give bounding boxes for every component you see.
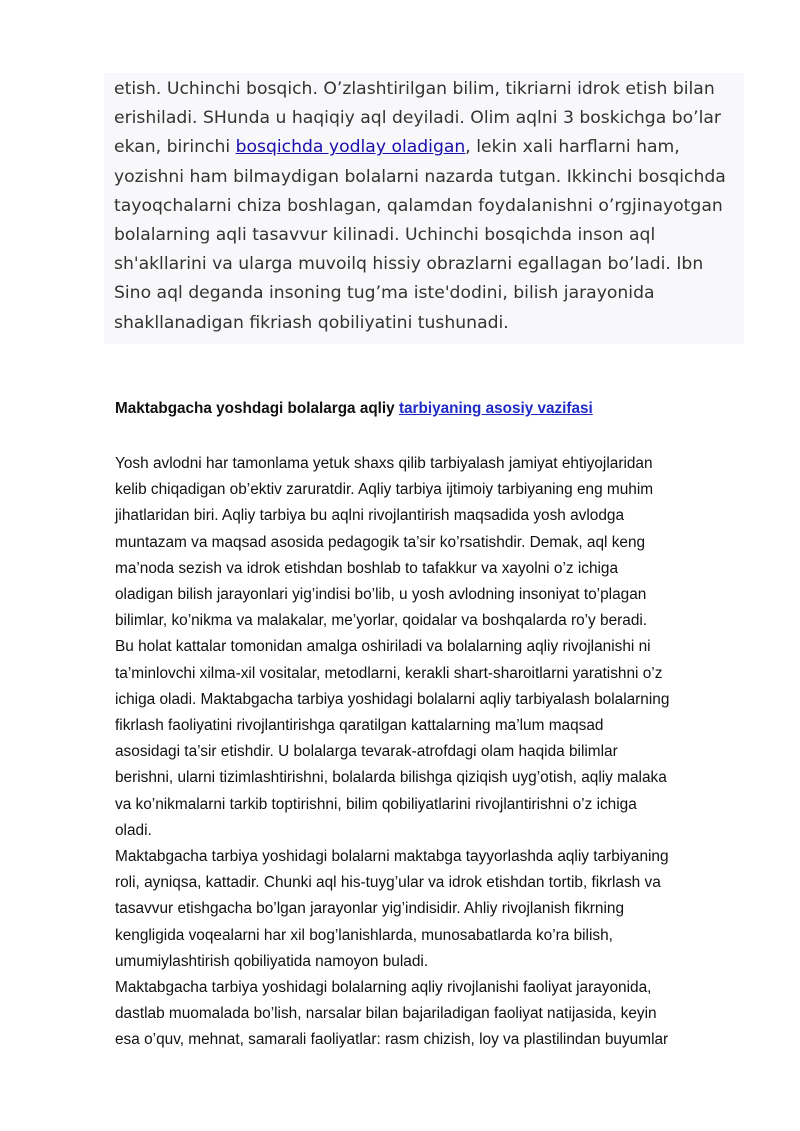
bosqichda-link[interactable]: bosqichda yodlay oladigan: [235, 137, 466, 158]
text-line: Maktabgacha tarbiya yoshidagi bolalarning aqliy rivojlanishi faoliyat jarayonida,: [115, 979, 652, 997]
body-text: [115, 451, 775, 1054]
text-line: yozishni ham bilmaydigan bolalarni nazarda tutgan. Ikkinchi bosqichda: [114, 166, 726, 187]
text-line: Maktabgacha tarbiya yoshidagi bolalarni maktabga tayyorlashda aqliy tarbiyaning: [115, 848, 669, 866]
text-line: ichiga oladi. Maktabgacha tarbiya yoshidagi bolalarni aqliy tarbiyalash bolalarning: [115, 690, 670, 708]
text-line: esa o’quv, mehnat, samarali faoliyatlar: rasm chizish, loy va plastilindan buyumlar: [115, 1031, 669, 1049]
text-line: jihatlaridan biri. Aqliy tarbiya bu aqlni rivojlantirish maqsadida yosh avlodga: [115, 507, 625, 525]
text-line: bilimlar, ko’nikma va malakalar, me’yorlar, qoidalar va boshqalarda ro’y beradi.: [115, 612, 648, 630]
text-line: bolalarning aqli tasavvur kilinadi. Uchinchi bosqichda inson aql: [114, 225, 656, 246]
text-line: tayoqchalarni chiza boshlagan, qalamdan foydalanishni o’rgjinayotgan: [114, 195, 723, 216]
text-line: erishiladi. SHunda u haqiqiy aql deyiladi. Olim aqlni 3 boskichga bo’lar: [114, 108, 721, 129]
text-line: sh'akllarini va ularga muvoilq hissiy obrazlarni egallagan bo’ladi. Ibn: [114, 254, 704, 275]
text-line: Bu holat kattalar tomonidan amalga oshiriladi va bolalarning aqliy rivojlanishi ni: [115, 638, 651, 656]
text-line: dastlab muomalada bo’lish, narsalar bilan bajariladigan faoliyat natijasida, keyin: [115, 1005, 657, 1023]
text-line: ta’minlovchi xilma-xil vositalar, metodlarni, kerakli shart-sharoitlarni yaratishni o’z: [115, 664, 663, 682]
text-line: kelib chiqadigan ob’ektiv zaruratdir. Aqliy tarbiya ijtimoiy tarbiyaning eng muhim: [115, 481, 654, 499]
text-line: kengligida voqealarni har xil bog’lanishlarda, munosabatlarda ko’ra bilish,: [115, 926, 613, 944]
heading-text: Maktabgacha yoshdagi bolalarga aqliy: [115, 400, 399, 417]
intro-paragraph: [104, 73, 744, 344]
text-line: berishni, ularni tizimlashtirishni, bolalarda bilishga qiziqish uyg’otish, aqliy malaka: [115, 769, 667, 787]
text-line: oladigan bilish jarayonlari yig’indisi bo’lib, u yosh avlodning insoniyat to’plagan: [115, 586, 647, 604]
text-line: umumiylashtirish qobiliyatida namoyon buladi.: [115, 952, 429, 970]
text-segment: ekan, birinchi: [114, 137, 236, 158]
text-line: muntazam va maqsad asosida pedagogik ta’sir ko’rsatishdir. Demak, aql keng: [115, 533, 646, 551]
text-line: Yosh avlodni har tamonlama yetuk shaxs qilib tarbiyalash jamiyat ehtiyojlaridan: [115, 455, 653, 472]
text-line: shakllanadigan fikriash qobiliyatini tushunadi.: [114, 312, 509, 333]
text-line: [114, 133, 734, 162]
text-line: fikrlash faoliyatini rivojlantirishga qaratilgan kattalarning ma’lum maqsad: [115, 717, 604, 735]
text-line: asosidagi ta’sir etishdir. U bolalarga tevarak-atrofdagi olam haqida bilimlar: [115, 743, 618, 761]
text-segment: , lekin xali harflarni ham,: [465, 137, 680, 158]
text-line: etish. Uchinchi bosqich. O’zlashtirilgan bilim, tikriarni idrok etish bilan: [114, 79, 715, 99]
text-line: va ko’nikmalarni tarkib toptirishni, bilim qobiliyatlarini rivojlantirishni o’z ichiga: [115, 795, 637, 813]
tarbiyaning-link[interactable]: tarbiyaning asosiy vazifasi: [398, 400, 593, 417]
text-line: roli, ayniqsa, kattadir. Chunki aql his-tuyg’ular va idrok etishdan tortib, fikrlash va: [115, 874, 661, 892]
text-line: ma’noda sezish va idrok etishdan boshlab to tafakkur va xayolni o’z ichiga: [115, 559, 619, 577]
text-line: tasavvur etishgacha bo’lgan jarayonlar yig’indisidir. Ahliy rivojlanish fikrning: [115, 900, 625, 918]
text-line: Sino aql deganda insoning tug’ma iste'dodini, bilish jarayonida: [114, 283, 655, 304]
text-line: oladi.: [115, 821, 152, 839]
section-heading: [115, 398, 593, 420]
